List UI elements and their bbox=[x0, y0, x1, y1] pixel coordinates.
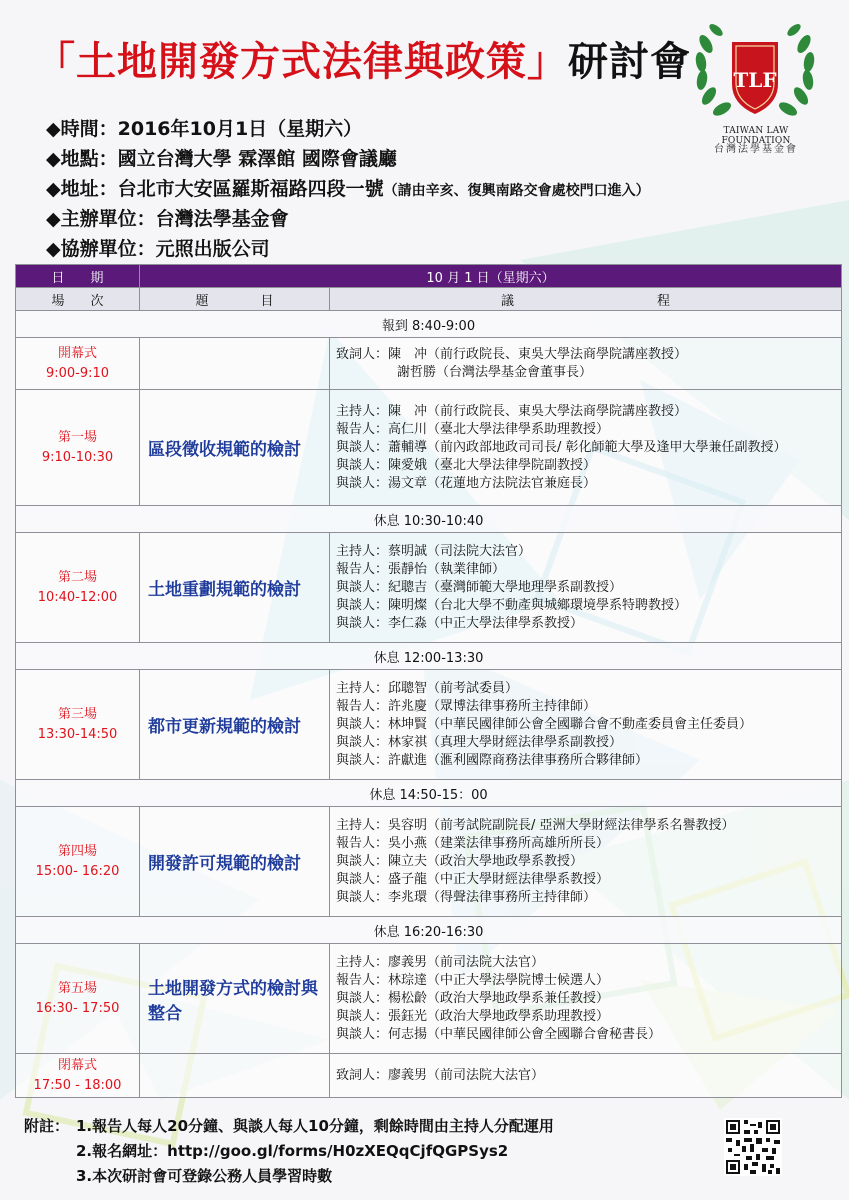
info-address: ◆地址：台北市大安區羅斯福路四段一號（請由辛亥、復興南路交會處校門口進入） bbox=[46, 178, 650, 200]
session-time: 16:30- 17:50 bbox=[35, 1000, 120, 1016]
participant-line: 與談人：陳明燦（台北大學不動產與城鄉環境學系特聘教授） bbox=[336, 597, 688, 613]
session-detail bbox=[330, 807, 842, 917]
participant-line: 主持人：邱聰智（前考試委員） bbox=[336, 680, 519, 696]
break-row bbox=[16, 506, 842, 533]
registration-text: 報到 8:40-9:00 bbox=[16, 311, 842, 338]
participant-line: 報告人：林琮達（中正大學法學院博士候選人） bbox=[336, 972, 610, 988]
date-header-row bbox=[16, 265, 842, 288]
session-time: 10:40-12:00 bbox=[37, 589, 118, 605]
notes bbox=[24, 1114, 554, 1189]
session-detail bbox=[330, 390, 842, 506]
session-row bbox=[16, 807, 842, 917]
info-co-organizer: ◆協辦單位：元照出版公司 bbox=[46, 238, 270, 260]
sessions-body bbox=[16, 390, 842, 1054]
col-topic: 題 目 bbox=[140, 288, 330, 311]
break-row bbox=[16, 643, 842, 670]
opening-detail: 致詞人：陳 冲（前行政院長、東吳大學法商學院講座教授） 謝哲勝（台灣法學基金會董事長） bbox=[330, 338, 842, 390]
note-line-3: 3.本次研討會可登錄公務人員學習時數 bbox=[76, 1167, 333, 1185]
page-title bbox=[35, 30, 691, 87]
title-suffix: 研討會 bbox=[568, 39, 691, 85]
participant-line: 報告人：高仁川（臺北大學法律學系助理教授） bbox=[336, 421, 610, 437]
session-label bbox=[16, 807, 140, 917]
closing-detail: 致詞人：廖義男（前司法院大法官） bbox=[330, 1054, 842, 1098]
registration-row bbox=[16, 311, 842, 338]
col-agenda: 議 程 bbox=[330, 288, 842, 311]
break-row bbox=[16, 780, 842, 807]
participant-line: 與談人：何志揚（中華民國律師公會全國聯合會秘書長） bbox=[336, 1026, 662, 1042]
participant-line: 與談人：陳立夫（政治大學地政學系教授） bbox=[336, 853, 584, 869]
logo-chinese-name: 台灣法學基金會 bbox=[714, 144, 798, 155]
session-time: 9:10-10:30 bbox=[41, 449, 114, 465]
column-header-row bbox=[16, 288, 842, 311]
logo-english-name: TAIWAN LAW FOUNDATION bbox=[721, 126, 791, 146]
session-label bbox=[16, 944, 140, 1054]
session-name: 第二場 bbox=[57, 569, 97, 585]
session-topic: 區段徵收規範的檢討 bbox=[140, 390, 330, 506]
opening-row bbox=[16, 338, 842, 390]
participant-line: 與談人：盛子龍（中正大學財經法律學系教授） bbox=[336, 871, 610, 887]
logo-monogram: TLF bbox=[733, 68, 777, 92]
info-organizer: ◆主辦單位：台灣法學基金會 bbox=[46, 208, 289, 230]
session-row bbox=[16, 390, 842, 506]
participant-line: 主持人：吳容明（前考試院副院長/ 亞洲大學財經法律學系名譽教授） bbox=[336, 817, 735, 833]
session-row bbox=[16, 670, 842, 780]
participant-line: 主持人：陳 冲（前行政院長、東吳大學法商學院講座教授） bbox=[336, 403, 688, 419]
session-name: 第一場 bbox=[57, 429, 97, 445]
session-row bbox=[16, 533, 842, 643]
session-topic: 土地開發方式的檢討與整合 bbox=[140, 944, 330, 1054]
participant-line: 與談人：許獻進（滙利國際商務法律事務所合夥律師） bbox=[336, 752, 649, 768]
break-text: 休息 12:00-13:30 bbox=[16, 643, 842, 670]
participant-line: 與談人：張鈺光（政治大學地政學系助理教授） bbox=[336, 1008, 610, 1024]
info-venue: ◆地點：國立台灣大學 霖澤館 國際會議廳 bbox=[46, 148, 397, 170]
participant-line: 與談人：湯文章（花蓮地方法院法官兼庭長） bbox=[336, 475, 597, 491]
info-time: ◆時間：2016年10月1日（星期六） bbox=[46, 118, 363, 140]
session-name: 第三場 bbox=[57, 706, 97, 722]
closing-label: 閉幕式 17:50 - 18:00 bbox=[16, 1054, 140, 1098]
session-topic: 開發許可規範的檢討 bbox=[140, 807, 330, 917]
session-name: 第五場 bbox=[57, 980, 97, 996]
session-detail bbox=[330, 670, 842, 780]
event-info bbox=[46, 114, 650, 264]
participant-line: 與談人：蕭輔導（前內政部地政司司長/ 彰化師範大學及逢甲大學兼任副教授） bbox=[336, 439, 787, 455]
participant-line: 與談人：李兆環（得聲法律事務所主持律師） bbox=[336, 889, 597, 905]
session-time: 15:00- 16:20 bbox=[35, 863, 120, 879]
participant-line: 與談人：林家祺（真理大學財經法律學系副教授） bbox=[336, 734, 623, 750]
session-topic: 都市更新規範的檢討 bbox=[140, 670, 330, 780]
session-detail bbox=[330, 944, 842, 1054]
participant-line: 與談人：陳愛娥（臺北大學法律學院副教授） bbox=[336, 457, 597, 473]
break-text: 休息 14:50-15：00 bbox=[16, 780, 842, 807]
participant-line: 與談人：紀聰吉（臺灣師範大學地理學系副教授） bbox=[336, 579, 623, 595]
opening-label: 開幕式 9:00-9:10 bbox=[16, 338, 140, 390]
note-line-1: 附註： 1.報告人每人20分鐘、與談人每人10分鐘，剩餘時間由主持人分配運用 bbox=[24, 1117, 554, 1135]
participant-line: 報告人：許兆慶（眾博法律事務所主持律師） bbox=[336, 698, 597, 714]
date-value: 10 月 1 日（星期六） bbox=[140, 265, 842, 288]
title-main: 「土地開發方式法律與政策」 bbox=[35, 39, 568, 85]
note-line-2: 2.報名網址：http://goo.gl/forms/H0zXEQqCjfQGPSys2 bbox=[76, 1142, 509, 1160]
participant-line: 主持人：蔡明誠（司法院大法官） bbox=[336, 543, 532, 559]
participant-line: 報告人：吳小燕（建業法律事務所高雄所所長） bbox=[336, 835, 610, 851]
session-detail bbox=[330, 533, 842, 643]
break-text: 休息 10:30-10:40 bbox=[16, 506, 842, 533]
break-text: 休息 16:20-16:30 bbox=[16, 917, 842, 944]
session-topic: 土地重劃規範的檢討 bbox=[140, 533, 330, 643]
date-label: 日 期 bbox=[16, 265, 140, 288]
session-label bbox=[16, 533, 140, 643]
participant-line: 主持人：廖義男（前司法院大法官） bbox=[336, 954, 545, 970]
session-row bbox=[16, 944, 842, 1054]
closing-row bbox=[16, 1054, 842, 1098]
session-name: 第四場 bbox=[57, 843, 97, 859]
col-session: 場 次 bbox=[16, 288, 140, 311]
session-time: 13:30-14:50 bbox=[37, 726, 118, 742]
session-label bbox=[16, 390, 140, 506]
session-label bbox=[16, 670, 140, 780]
schedule-table bbox=[15, 264, 842, 1098]
qr-code-icon[interactable] bbox=[724, 1118, 782, 1176]
participant-line: 報告人：張靜怡（執業律師） bbox=[336, 561, 506, 577]
participant-line: 與談人：楊松齡（政治大學地政學系兼任教授） bbox=[336, 990, 610, 1006]
break-row bbox=[16, 917, 842, 944]
participant-line: 與談人：李仁淼（中正大學法律學系教授） bbox=[336, 615, 584, 631]
participant-line: 與談人：林坤賢（中華民國律師公會全國聯合會不動產委員會主任委員） bbox=[336, 716, 753, 732]
